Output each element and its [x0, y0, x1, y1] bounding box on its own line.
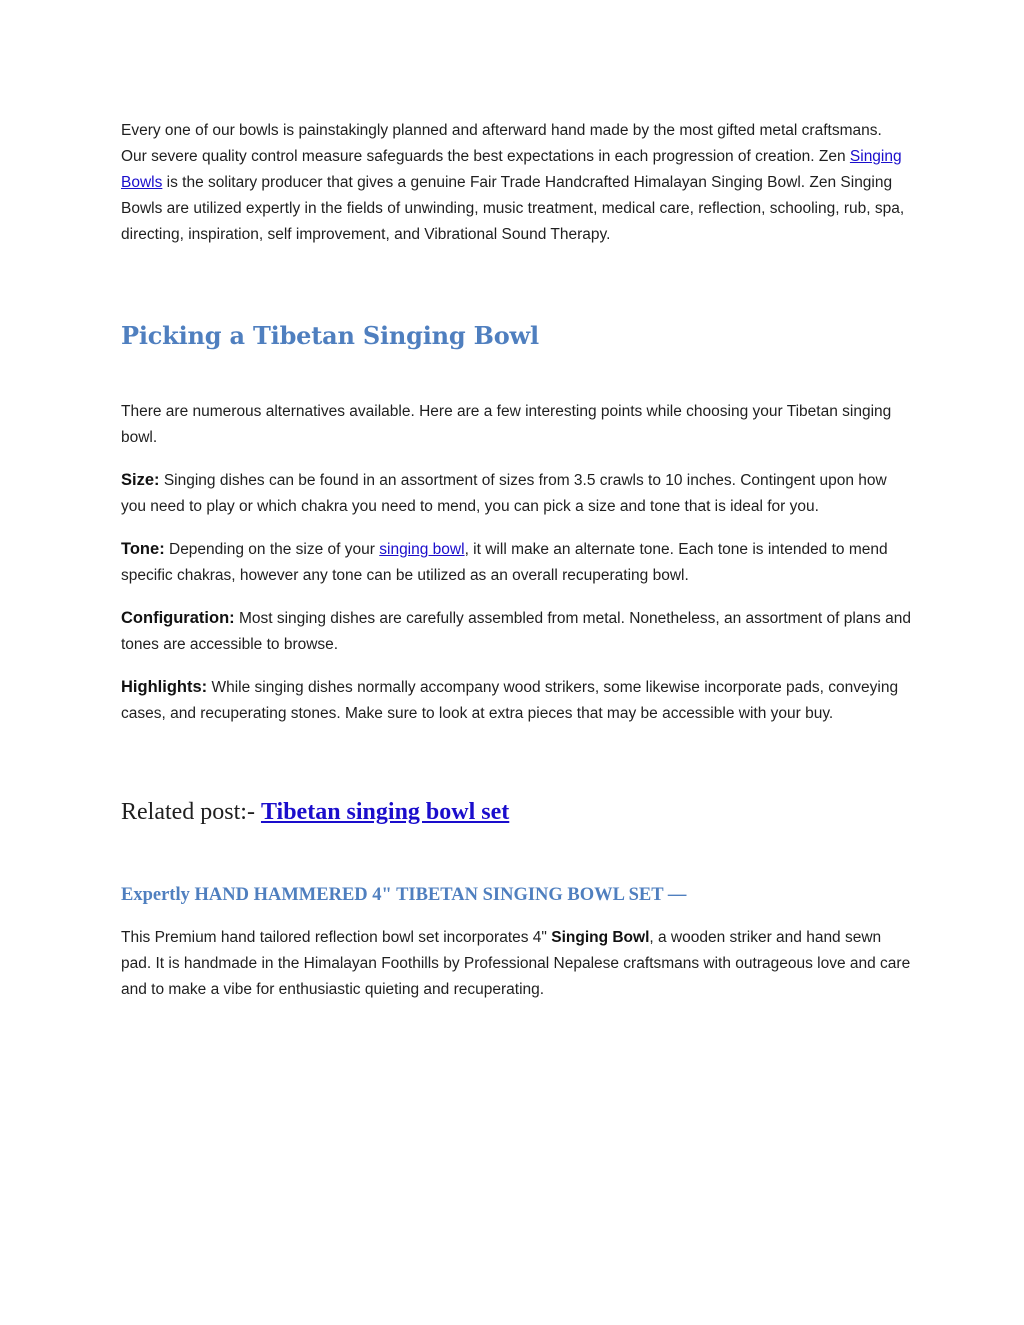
document-page — [121, 118, 911, 1003]
highlights-term: Highlights: — [121, 678, 208, 696]
tibetan-singing-bowl-set-link[interactable]: Tibetan singing bowl set — [260, 799, 510, 825]
product-heading: Expertly HAND HAMMERED 4" TIBETAN SINGING BOWL SET — — [121, 885, 687, 905]
singing-bowls-link[interactable]: Singing Bowls — [121, 148, 902, 191]
product-text-end: , a wooden striker and hand sewn pad. It is handmade in the Himalayan Foothills by Professional Nepalese craftsmans with outrageous love and care and to make a vibe for enthusiastic quieting and recuperating. — [121, 929, 911, 998]
configuration-term: Configuration: — [121, 609, 235, 627]
section-lead-paragraph: There are numerous alternatives available. Here are a few interesting points while choosing your Tibetan singing bowl. — [121, 403, 892, 446]
tone-text-end: , it will make an alternate tone. Each tone is intended to mend specific chakras, however any tone can be utilized as an overall recuperating bowl. — [121, 541, 888, 584]
intro-paragraph — [121, 118, 911, 248]
tone-item — [121, 536, 911, 589]
size-term: Size: — [121, 471, 160, 489]
product-text-start: This Premium hand tailored reflection bowl set incorporates 4" — [121, 929, 552, 946]
configuration-text: Most singing dishes are carefully assembled from metal. Nonetheless, an assortment of plans and tones are accessible to browse. — [121, 610, 911, 653]
related-post-label: Related post:- — [121, 799, 261, 825]
tone-text-start: Depending on the size of your — [164, 541, 380, 558]
tone-term: Tone: — [121, 540, 165, 558]
highlights-text: While singing dishes normally accompany wood strikers, some likewise incorporate pads, conveying cases, and recuperating stones. Make sure to look at extra pieces that may be accessible with your buy. — [121, 679, 899, 722]
section-heading: Picking a Tibetan Singing Bowl — [121, 321, 539, 350]
product-description — [121, 925, 911, 1003]
highlights-item — [121, 674, 911, 727]
size-item — [121, 467, 911, 520]
intro-text-end: is the solitary producer that gives a genuine Fair Trade Handcrafted Himalayan Singing Bowl. Zen Singing Bowls are utilized expertly in the fields of unwinding, music treatment, medical care, reflection, schooling, rub, spa, directing, inspiration, self improvement, and Vibrational Sound Therapy. — [121, 174, 905, 243]
singing-bowl-link[interactable]: singing bowl — [379, 541, 465, 558]
product-bold-text: Singing Bowl — [551, 929, 650, 946]
intro-text-start: Every one of our bowls is painstakingly planned and afterward hand made by the most gifted metal craftsmans. Our severe quality control measure safeguards the best expectations in each progression of creation. Zen — [121, 122, 882, 165]
configuration-item — [121, 605, 911, 658]
related-post — [121, 796, 911, 828]
size-text: Singing dishes can be found in an assortment of sizes from 3.5 crawls to 10 inches. Contingent upon how you need to play or which chakra you need to mend, you can pick a size and tone that is ideal for you. — [121, 472, 887, 515]
